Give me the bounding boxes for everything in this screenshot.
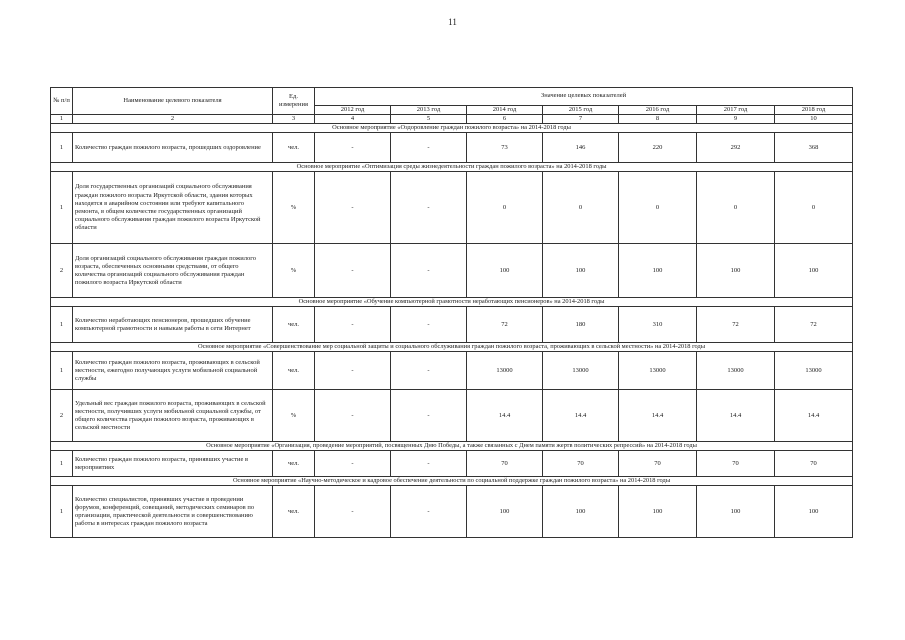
column-number: 9 bbox=[697, 115, 775, 124]
section-title: Основное мероприятие «Совершенствование мер социальной защиты и социального обслуживания граждан пожилого возраста, проживающих в сельской местности» на 2014-2018 годы bbox=[51, 343, 853, 352]
value-cell: 0 bbox=[619, 172, 697, 244]
value-cell: - bbox=[391, 352, 467, 390]
value-cell: 14.4 bbox=[619, 390, 697, 442]
value-cell: - bbox=[315, 486, 391, 538]
section-row bbox=[51, 163, 853, 172]
indicator-name: Доля организаций социального обслуживания граждан пожилого возраста, обеспеченных основными средствами, от общего количества организаций социального обслуживания граждан пожилого возраста Иркутской области bbox=[73, 244, 273, 298]
table-row bbox=[51, 486, 853, 538]
row-num: 1 bbox=[51, 486, 73, 538]
unit: % bbox=[273, 172, 315, 244]
indicator-name: Доля государственных организаций социального обслуживания граждан пожилого возраста Иркутской области, здания которых находятся в аварийном состоянии или требуют капитального ремонта, в общем количестве государственных организаций социального обслуживания граждан пожилого возраста Иркутской области bbox=[73, 172, 273, 244]
indicator-name: Количество специалистов, принявших участие в проведении форумов, конференций, совещаний, методических семинаров по организации, практической деятельности и совершенствованию работы в интересах граждан пожилого возраста bbox=[73, 486, 273, 538]
header-row bbox=[51, 88, 853, 106]
value-cell: 100 bbox=[619, 486, 697, 538]
column-number: 5 bbox=[391, 115, 467, 124]
indicators-table bbox=[50, 87, 853, 538]
table-row bbox=[51, 352, 853, 390]
table-row bbox=[51, 133, 853, 163]
header-values: Значение целевых показателей bbox=[315, 88, 853, 106]
value-cell: 100 bbox=[543, 486, 619, 538]
value-cell: 14.4 bbox=[697, 390, 775, 442]
value-cell: 13000 bbox=[697, 352, 775, 390]
section-title: Основное мероприятие «Обучение компьютерной грамотности неработающих пенсионеров» на 2014-2018 годы bbox=[51, 298, 853, 307]
row-num: 1 bbox=[51, 172, 73, 244]
header-year: 2014 год bbox=[467, 106, 543, 115]
table-row bbox=[51, 307, 853, 343]
unit: чел. bbox=[273, 133, 315, 163]
table-row bbox=[51, 390, 853, 442]
value-cell: 368 bbox=[775, 133, 853, 163]
row-num: 1 bbox=[51, 352, 73, 390]
value-cell: 13000 bbox=[543, 352, 619, 390]
unit: % bbox=[273, 390, 315, 442]
value-cell: 0 bbox=[775, 172, 853, 244]
column-number: 6 bbox=[467, 115, 543, 124]
section-row bbox=[51, 124, 853, 133]
indicator-name: Удельный вес граждан пожилого возраста, проживающих в сельской местности, получивших услуги мобильной социальной службы, от общего количества граждан пожилого возраста, проживающих в сельской местности bbox=[73, 390, 273, 442]
value-cell: 70 bbox=[775, 451, 853, 477]
section-row bbox=[51, 298, 853, 307]
value-cell: 100 bbox=[467, 486, 543, 538]
value-cell: 100 bbox=[467, 244, 543, 298]
header-num: № п/п bbox=[51, 88, 73, 115]
value-cell: 70 bbox=[697, 451, 775, 477]
value-cell: 13000 bbox=[775, 352, 853, 390]
value-cell: 70 bbox=[543, 451, 619, 477]
section-row bbox=[51, 442, 853, 451]
section-row bbox=[51, 477, 853, 486]
section-title: Основное мероприятие «Научно-методическое и кадровое обеспечение деятельности по социальной поддержке граждан пожилого возраста» на 2014-2018 годы bbox=[51, 477, 853, 486]
value-cell: - bbox=[391, 172, 467, 244]
value-cell: 0 bbox=[467, 172, 543, 244]
header-year: 2018 год bbox=[775, 106, 853, 115]
value-cell: 220 bbox=[619, 133, 697, 163]
value-cell: 292 bbox=[697, 133, 775, 163]
row-num: 1 bbox=[51, 307, 73, 343]
section-row bbox=[51, 343, 853, 352]
row-num: 1 bbox=[51, 133, 73, 163]
header-year: 2012 год bbox=[315, 106, 391, 115]
table-row bbox=[51, 172, 853, 244]
column-number: 10 bbox=[775, 115, 853, 124]
header-year: 2017 год bbox=[697, 106, 775, 115]
value-cell: 72 bbox=[775, 307, 853, 343]
value-cell: 310 bbox=[619, 307, 697, 343]
page-number: 11 bbox=[448, 17, 457, 27]
indicator-name: Количество неработающих пенсионеров, прошедших обучение компьютерной грамотности и навыкам работы в сети Интернет bbox=[73, 307, 273, 343]
column-number: 1 bbox=[51, 115, 73, 124]
value-cell: 14.4 bbox=[467, 390, 543, 442]
value-cell: 72 bbox=[467, 307, 543, 343]
value-cell: - bbox=[315, 352, 391, 390]
value-cell: 100 bbox=[619, 244, 697, 298]
value-cell: 70 bbox=[619, 451, 697, 477]
value-cell: 14.4 bbox=[775, 390, 853, 442]
value-cell: 0 bbox=[543, 172, 619, 244]
value-cell: 73 bbox=[467, 133, 543, 163]
value-cell: 100 bbox=[775, 244, 853, 298]
value-cell: 72 bbox=[697, 307, 775, 343]
header-year: 2015 год bbox=[543, 106, 619, 115]
value-cell: 100 bbox=[543, 244, 619, 298]
unit: % bbox=[273, 244, 315, 298]
header-name: Наименование целевого показателя bbox=[73, 88, 273, 115]
value-cell: - bbox=[391, 244, 467, 298]
column-number: 3 bbox=[273, 115, 315, 124]
value-cell: - bbox=[391, 133, 467, 163]
value-cell: - bbox=[315, 244, 391, 298]
value-cell: 146 bbox=[543, 133, 619, 163]
indicator-name: Количество граждан пожилого возраста, проживающих в сельской местности, ежегодно получающих услуги мобильной социальной службы bbox=[73, 352, 273, 390]
value-cell: - bbox=[391, 307, 467, 343]
column-number: 7 bbox=[543, 115, 619, 124]
value-cell: - bbox=[391, 451, 467, 477]
column-number: 4 bbox=[315, 115, 391, 124]
value-cell: - bbox=[315, 307, 391, 343]
value-cell: 100 bbox=[697, 244, 775, 298]
section-title: Основное мероприятие «Оздоровление граждан пожилого возраста» на 2014-2018 годы bbox=[51, 124, 853, 133]
unit: чел. bbox=[273, 307, 315, 343]
column-number: 8 bbox=[619, 115, 697, 124]
row-num: 2 bbox=[51, 390, 73, 442]
header-year: 2016 год bbox=[619, 106, 697, 115]
value-cell: - bbox=[315, 172, 391, 244]
header-unit: Ед. измерения bbox=[273, 88, 315, 115]
value-cell: 180 bbox=[543, 307, 619, 343]
value-cell: 14.4 bbox=[543, 390, 619, 442]
value-cell: - bbox=[391, 486, 467, 538]
indicator-name: Количество граждан пожилого возраста, принявших участие в мероприятиях bbox=[73, 451, 273, 477]
table-body bbox=[51, 124, 853, 538]
value-cell: 13000 bbox=[619, 352, 697, 390]
unit: чел. bbox=[273, 352, 315, 390]
indicator-name: Количество граждан пожилого возраста, прошедших оздоровление bbox=[73, 133, 273, 163]
section-title: Основное мероприятие «Оптимизация среды жизнедеятельности граждан пожилого возраста» на 2014-2018 годы bbox=[51, 163, 853, 172]
value-cell: 0 bbox=[697, 172, 775, 244]
value-cell: 70 bbox=[467, 451, 543, 477]
value-cell: - bbox=[391, 390, 467, 442]
value-cell: 13000 bbox=[467, 352, 543, 390]
row-num: 1 bbox=[51, 451, 73, 477]
column-numbers-row bbox=[51, 115, 853, 124]
section-title: Основное мероприятие «Организация, проведение мероприятий, посвященных Дню Победы, а также связанных с Днем памяти жертв политических репрессий» на 2014-2018 годы bbox=[51, 442, 853, 451]
unit: чел. bbox=[273, 451, 315, 477]
value-cell: 100 bbox=[775, 486, 853, 538]
value-cell: 100 bbox=[697, 486, 775, 538]
table-row bbox=[51, 451, 853, 477]
value-cell: - bbox=[315, 133, 391, 163]
table-row bbox=[51, 244, 853, 298]
row-num: 2 bbox=[51, 244, 73, 298]
column-number: 2 bbox=[73, 115, 273, 124]
value-cell: - bbox=[315, 451, 391, 477]
header-year: 2013 год bbox=[391, 106, 467, 115]
value-cell: - bbox=[315, 390, 391, 442]
unit: чел. bbox=[273, 486, 315, 538]
